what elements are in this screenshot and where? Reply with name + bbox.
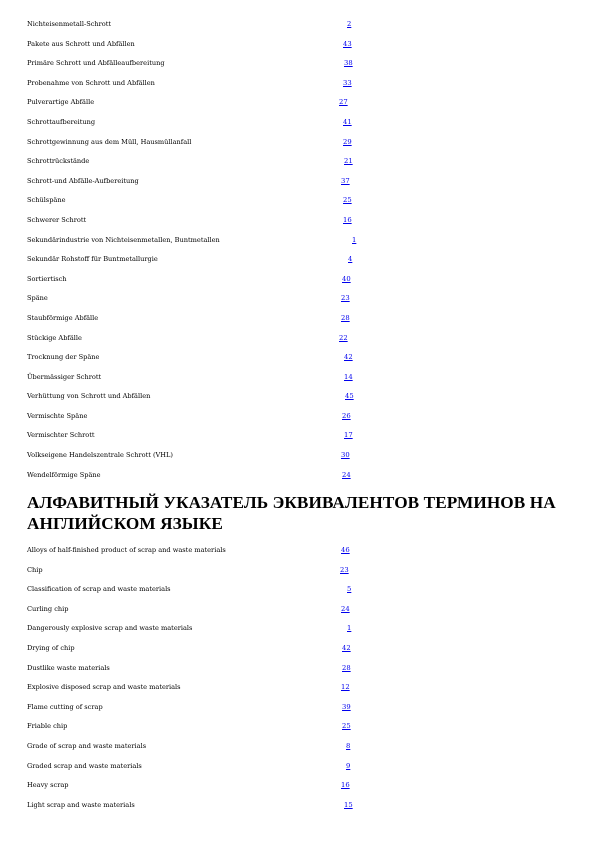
german-index-row xyxy=(27,373,367,393)
index-term: Dangerously explosive scrap and waste materials xyxy=(27,624,193,633)
index-term: Volkseigene Handelszentrale Schrott (VHL) xyxy=(27,451,174,460)
index-term: Übermässiger Schrott xyxy=(27,372,102,381)
index-term: Stückige Abfälle xyxy=(27,333,82,342)
index-term: Sekundärindustrie von Nichteisenmetallen, Buntmetallen xyxy=(27,235,220,244)
section-heading: АЛФАВИТНЫЙ УКАЗАТЕЛЬ ЭКВИВАЛЕНТОВ ТЕРМИНОВ НА АНГЛИЙСКОМ ЯЗЫКЕ xyxy=(27,493,556,533)
page-number-link[interactable]: 12 xyxy=(341,683,350,692)
page-number-link[interactable]: 42 xyxy=(342,643,351,652)
page-number-link[interactable]: 9 xyxy=(346,761,351,770)
page-number-link[interactable]: 29 xyxy=(343,137,352,146)
german-index-row xyxy=(27,79,367,99)
english-index-row xyxy=(27,664,367,684)
index-term: Probenahme von Schrott und Abfällen xyxy=(27,78,155,87)
page-number-link[interactable]: 4 xyxy=(348,255,353,264)
page-number-link[interactable]: 43 xyxy=(343,39,352,48)
index-term: Späne xyxy=(27,294,48,303)
german-index-row xyxy=(27,275,367,295)
page-number-link[interactable]: 42 xyxy=(344,353,353,362)
index-term: Heavy scrap xyxy=(27,781,69,790)
german-index-row xyxy=(27,471,367,491)
page-number-link[interactable]: 2 xyxy=(347,20,352,28)
index-term: Sortiertisch xyxy=(27,274,67,283)
index-term: Schrottgewinnung aus dem Müll, Hausmüllanfall xyxy=(27,137,192,146)
index-term: Friable chip xyxy=(27,722,68,731)
index-term: Schrottrückstände xyxy=(27,157,90,166)
german-index-row xyxy=(27,157,367,177)
english-index-row xyxy=(27,781,367,801)
index-term: Vermischte Späne xyxy=(27,411,88,420)
page-number-link[interactable]: 22 xyxy=(339,333,348,342)
page-number-link[interactable]: 28 xyxy=(341,313,350,322)
page-number-link[interactable]: 1 xyxy=(352,235,357,244)
page-number-link[interactable]: 37 xyxy=(341,176,350,185)
english-index-row xyxy=(27,801,367,821)
german-index-row xyxy=(27,431,367,451)
index-term: Pakete aus Schrott und Abfällen xyxy=(27,39,135,48)
english-index-row xyxy=(27,703,367,723)
page-number-link[interactable]: 38 xyxy=(344,59,353,68)
page-number-link[interactable]: 41 xyxy=(343,117,352,126)
german-index-row xyxy=(27,334,367,354)
page-number-link[interactable]: 27 xyxy=(339,98,348,107)
page-number-link[interactable]: 30 xyxy=(341,451,350,460)
german-index-row xyxy=(27,216,367,236)
index-term: Primäre Schrott und Abfälleaufbereitung xyxy=(27,59,165,68)
page-number-link[interactable]: 23 xyxy=(341,294,350,303)
index-term: Graded scrap and waste materials xyxy=(27,761,142,770)
german-index-row xyxy=(27,98,367,118)
german-index-row xyxy=(27,314,367,334)
english-index-row xyxy=(27,722,367,742)
english-index-row xyxy=(27,546,367,566)
index-term: Flame cutting of scrap xyxy=(27,702,103,711)
index-term: Classification of scrap and waste materials xyxy=(27,585,171,594)
index-term: Schrott-und Abfälle-Aufbereitung xyxy=(27,176,139,185)
index-term: Staubförmige Abfälle xyxy=(27,313,99,322)
page-number-link[interactable]: 45 xyxy=(345,392,354,401)
english-index-row xyxy=(27,644,367,664)
english-index-row xyxy=(27,683,367,703)
english-index-row xyxy=(27,605,367,625)
page-number-link[interactable]: 21 xyxy=(344,157,353,166)
page-number-link[interactable]: 28 xyxy=(342,663,351,672)
german-index-row xyxy=(27,177,367,197)
german-index-row xyxy=(27,412,367,432)
index-term: Nichteisenmetall-Schrott xyxy=(27,20,112,28)
english-index-row xyxy=(27,742,367,762)
page-number-link[interactable]: 8 xyxy=(346,741,351,750)
german-index-row xyxy=(27,138,367,158)
page-number-link[interactable]: 23 xyxy=(340,565,349,574)
german-term-index xyxy=(27,20,367,490)
page-number-link[interactable]: 17 xyxy=(344,431,353,440)
page-number-link[interactable]: 1 xyxy=(347,624,352,633)
index-term: Verhüttung von Schrott und Abfällen xyxy=(27,392,151,401)
index-term: Vermischter Schrott xyxy=(27,431,95,440)
german-index-row xyxy=(27,353,367,373)
index-term: Wendelförmige Späne xyxy=(27,470,101,479)
page-number-link[interactable]: 24 xyxy=(341,604,350,613)
english-index-row xyxy=(27,624,367,644)
page-number-link[interactable]: 33 xyxy=(343,78,352,87)
german-index-row xyxy=(27,59,367,79)
english-index-row xyxy=(27,762,367,782)
german-index-row xyxy=(27,255,367,275)
page-number-link[interactable]: 26 xyxy=(342,411,351,420)
english-index-row xyxy=(27,566,367,586)
page-number-link[interactable]: 16 xyxy=(341,781,350,790)
index-term: Grade of scrap and waste materials xyxy=(27,741,147,750)
index-term: Schrottaufbereitung xyxy=(27,117,96,126)
page-number-link[interactable]: 14 xyxy=(344,372,353,381)
index-term: Drying of chip xyxy=(27,643,75,652)
index-term: Schwerer Schrott xyxy=(27,215,87,224)
german-index-row xyxy=(27,236,367,256)
german-index-row xyxy=(27,451,367,471)
index-term: Alloys of half-finished product of scrap and waste materials xyxy=(27,546,226,554)
index-term: Curling chip xyxy=(27,604,69,613)
index-term: Pulverartige Abfälle xyxy=(27,98,95,107)
index-term: Trocknung der Späne xyxy=(27,353,100,362)
page-number-link[interactable]: 40 xyxy=(342,274,351,283)
index-term: Chip xyxy=(27,565,43,574)
page-number-link[interactable]: 24 xyxy=(342,470,351,479)
index-term: Light scrap and waste materials xyxy=(27,800,135,809)
english-index-row xyxy=(27,585,367,605)
page-number-link[interactable]: 16 xyxy=(343,215,352,224)
german-index-row xyxy=(27,40,367,60)
english-term-index xyxy=(27,546,367,820)
index-term: Schülspäne xyxy=(27,196,66,205)
index-term: Explosive disposed scrap and waste materials xyxy=(27,683,181,692)
german-index-row xyxy=(27,294,367,314)
page-number-link[interactable]: 5 xyxy=(347,585,352,594)
german-index-row xyxy=(27,20,367,40)
index-term: Dustlike waste materials xyxy=(27,663,110,672)
page-number-link[interactable]: 46 xyxy=(341,546,350,554)
page-number-link[interactable]: 25 xyxy=(342,722,351,731)
page-number-link[interactable]: 15 xyxy=(344,800,353,809)
german-index-row xyxy=(27,118,367,138)
german-index-row xyxy=(27,392,367,412)
page-number-link[interactable]: 25 xyxy=(343,196,352,205)
german-index-row xyxy=(27,196,367,216)
index-term: Sekundär Rohstoff für Buntmetallurgie xyxy=(27,255,158,264)
page-number-link[interactable]: 39 xyxy=(342,702,351,711)
